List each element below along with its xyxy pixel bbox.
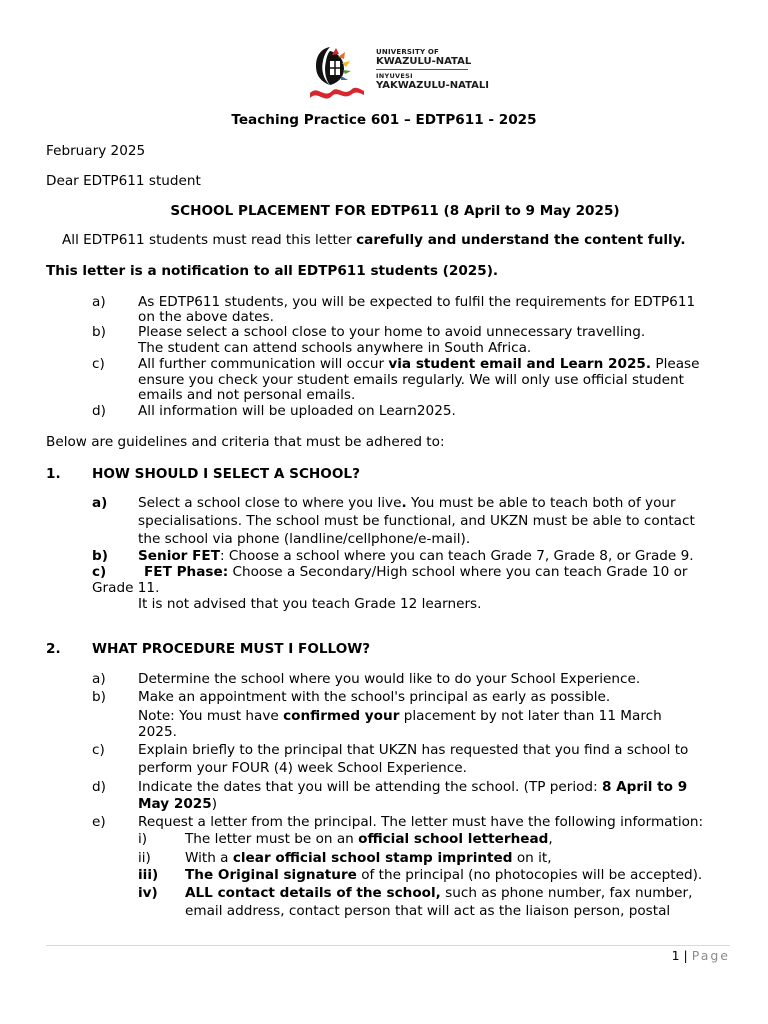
list-item-text-pre: All further communication will occur <box>138 356 389 372</box>
section-1-c-text <box>144 564 688 580</box>
section-2-b-label: b) <box>92 689 106 705</box>
list-item-text: on the above dates. <box>138 309 274 325</box>
section-1-a-text: specialisations. The school must be functional, and UKZN must be able to contact <box>138 513 695 529</box>
list-item-text-post: Please <box>651 356 700 372</box>
page-number <box>672 948 730 963</box>
section-1-heading: HOW SHOULD I SELECT A SCHOOL? <box>92 466 360 482</box>
logo-line-3: INYUVESI <box>376 72 413 80</box>
sub-item-bold: clear official school stamp imprinted <box>232 850 513 866</box>
section-2-b-note: 2025. <box>138 724 177 740</box>
list-item-text: emails and not personal emails. <box>138 387 356 403</box>
section-1-a-text: the school via phone (landline/cellphone/e-mail). <box>138 531 471 547</box>
section-1-c-text: It is not advised that you teach Grade 12 learners. <box>138 596 482 612</box>
section-1-b-text <box>138 548 694 564</box>
section-2-b-note-post: placement by not later than 11 March <box>399 708 662 724</box>
section-1-a-label: a) <box>92 495 108 511</box>
section-2-c-text: Explain briefly to the principal that UKZN has requested that you find a school to <box>138 742 689 758</box>
sub-item-pre: With a <box>185 850 233 866</box>
letter-date: February 2025 <box>46 143 146 159</box>
section-2-d-bold: May 2025 <box>138 796 212 812</box>
section-1-a-pre: Select a school close to where you live <box>138 495 402 511</box>
logo-divider <box>376 69 468 70</box>
sub-item-text <box>185 885 692 901</box>
sub-item-label: ii) <box>138 850 151 866</box>
section-2-e-label: e) <box>92 814 106 830</box>
list-item-text: All information will be uploaded on Learn2025. <box>138 403 456 419</box>
salutation: Dear EDTP611 student <box>46 173 201 189</box>
intro-text: All EDTP611 students must read this letter <box>62 232 357 248</box>
list-item-label: c) <box>92 356 105 372</box>
sub-item-post: , <box>548 831 553 847</box>
document-title: Teaching Practice 601 – EDTP611 - 2025 <box>231 112 537 128</box>
section-2-number: 2. <box>46 641 61 657</box>
logo-line-2: KWAZULU-NATAL <box>376 56 472 67</box>
section-2-b-note-bold: confirmed your <box>283 708 400 724</box>
section-1-b-label: b) <box>92 548 108 564</box>
section-2-d-text <box>138 779 687 795</box>
logo-line-4: YAKWAZULU-NATALI <box>376 80 489 91</box>
sub-item-post: such as phone number, fax number, <box>440 885 693 901</box>
section-2-a-text: Determine the school where you would like to do your School Experience. <box>138 671 641 687</box>
list-item-label: a) <box>92 294 106 310</box>
sub-item-bold: ALL contact details of the school, <box>185 885 441 901</box>
list-item-text-bold: via student email and Learn 2025. <box>388 356 652 372</box>
section-1-c-rest: Choose a Secondary/High school where you can teach Grade 10 or <box>228 564 688 580</box>
sub-item-text <box>185 850 552 866</box>
section-2-a-label: a) <box>92 671 106 687</box>
intro-bold: carefully and understand the content fully. <box>356 232 686 248</box>
sub-item-text <box>185 831 553 847</box>
intro-paragraph <box>62 232 686 248</box>
list-item-label: b) <box>92 324 106 340</box>
sub-item-label: iv) <box>138 885 158 901</box>
list-item-text: As EDTP611 students, you will be expected to fulfil the requirements for EDTP611 <box>138 294 696 310</box>
sub-item-post: of the principal (no photocopies will be accepted). <box>356 867 703 883</box>
section-2-d-post: ) <box>211 796 218 812</box>
guidelines-intro: Below are guidelines and criteria that must be adhered to: <box>46 434 445 450</box>
sub-item-label: iii) <box>138 867 159 883</box>
section-1-b-rest: : Choose a school where you can teach Grade 7, Grade 8, or Grade 9. <box>219 548 694 564</box>
list-item-text <box>138 356 699 372</box>
sub-item-text: email address, contact person that will act as the liaison person, postal <box>185 903 671 919</box>
section-1-a-dot: . <box>401 495 407 511</box>
sub-item-pre: The letter must be on an <box>185 831 359 847</box>
section-2-heading: WHAT PROCEDURE MUST I FOLLOW? <box>92 641 371 657</box>
section-1-b-bold: Senior FET <box>138 548 220 564</box>
ukzn-shield-logo-icon <box>308 43 368 100</box>
section-2-d-label: d) <box>92 779 106 795</box>
sub-item-text <box>185 867 702 883</box>
section-2-d-pre: Indicate the dates that you will be attending the school. (TP period: <box>138 779 602 795</box>
section-2-b-note <box>138 708 662 724</box>
section-2-b-text: Make an appointment with the school's principal as early as possible. <box>138 689 611 705</box>
section-2-c-label: c) <box>92 742 105 758</box>
sub-item-bold: official school letterhead <box>358 831 549 847</box>
list-item-text: ensure you check your student emails regularly. We will only use official student <box>138 372 684 388</box>
page-number-value: 1 <box>671 948 680 963</box>
page-separator: | <box>679 948 692 963</box>
section-1-number: 1. <box>46 466 61 482</box>
section-2-d-bold: 8 April to 9 <box>601 779 688 795</box>
list-item-text: The student can attend schools anywhere in South Africa. <box>138 340 532 356</box>
section-2-c-text: perform your FOUR (4) week School Experience. <box>138 760 467 776</box>
sub-item-bold: The Original signature <box>185 867 357 883</box>
letter-subject: SCHOOL PLACEMENT FOR EDTP611 (8 April to 9 May 2025) <box>170 203 620 219</box>
page-label: Page <box>691 948 730 963</box>
sub-item-label: i) <box>138 831 148 847</box>
section-1-c-bold: FET Phase: <box>144 564 229 580</box>
section-2-e-text: Request a letter from the principal. The letter must have the following information: <box>138 814 704 830</box>
footer-divider <box>46 945 730 946</box>
section-2-b-note-pre: Note: You must have <box>138 708 284 724</box>
section-1-a-post: You must be able to teach both of your <box>406 495 676 511</box>
section-1-a-text <box>138 495 676 511</box>
section-2-d-text <box>138 796 217 812</box>
university-logo <box>308 43 489 100</box>
sub-item-post: on it, <box>512 850 552 866</box>
section-1-c-label: c) <box>92 564 107 580</box>
notification-statement: This letter is a notification to all EDTP611 students (2025). <box>46 263 499 279</box>
section-1-c-text: Grade 11. <box>92 580 160 596</box>
list-item-text: Please select a school close to your home to avoid unnecessary travelling. <box>138 324 646 340</box>
list-item-label: d) <box>92 403 106 419</box>
logo-line-1: UNIVERSITY OF <box>376 48 439 56</box>
